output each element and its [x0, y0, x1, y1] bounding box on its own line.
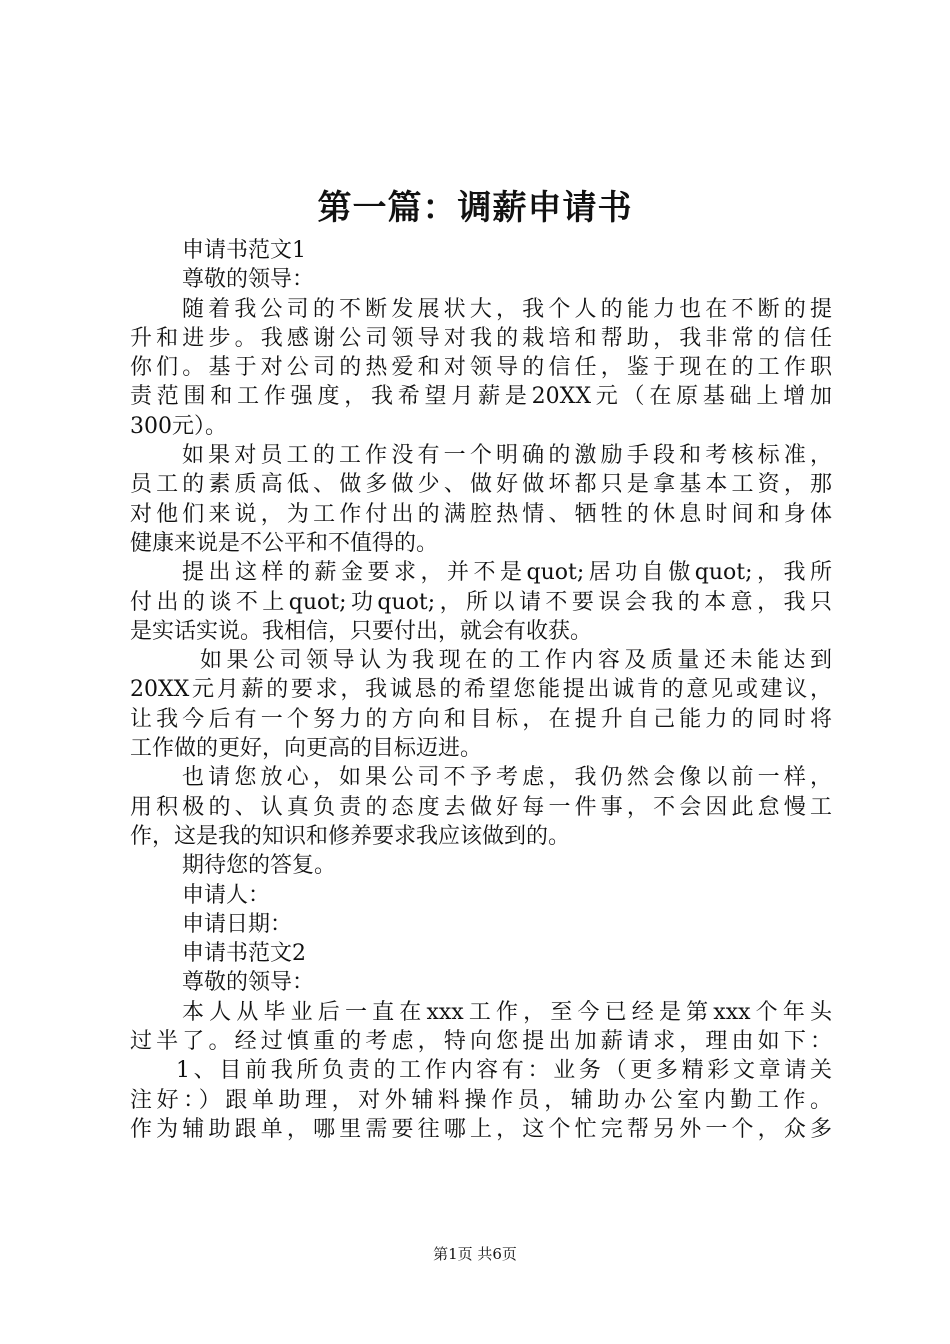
- text-line: 20XX元月薪的要求，我诚恳的希望您能提出诚肯的意见或建议，: [130, 677, 832, 703]
- text-line: 健康来说是不公平和不值得的。: [130, 530, 439, 556]
- text-line: 如果公司领导认为我现在的工作内容及质量还未能达到: [200, 648, 832, 674]
- text-line: 尊敬的领导：: [182, 970, 315, 996]
- text-line: 作为辅助跟单，哪里需要往哪上，这个忙完帮另外一个，众多: [130, 1116, 832, 1142]
- text-line: 申请书范文2: [182, 941, 306, 967]
- text-line: 付出的谈不上quot;功quot;，所以请不要误会我的本意，我只: [130, 589, 832, 615]
- text-line: 作，这是我的知识和修养要求我应该做到的。: [130, 823, 571, 849]
- text-line: 申请人：: [182, 882, 271, 908]
- text-line: 期待您的答复。: [182, 853, 337, 879]
- text-line: 你们。基于对公司的热爱和对领导的信任，鉴于现在的工作职: [130, 355, 832, 381]
- text-line: 申请日期：: [182, 911, 293, 937]
- text-line: 也请您放心，如果公司不予考虑，我仍然会像以前一样，: [182, 765, 832, 791]
- text-line: 尊敬的领导：: [182, 267, 315, 293]
- text-line: 对他们来说，为工作付出的满腔热情、牺牲的休息时间和身体: [130, 501, 832, 527]
- text-line: 员工的素质高低、做多做少、做好做坏都只是拿基本工资，那: [130, 472, 832, 498]
- text-line: 是实话实说。我相信，只要付出，就会有收获。: [130, 618, 593, 644]
- text-line: 让我今后有一个努力的方向和目标，在提升自己能力的同时将: [130, 706, 832, 732]
- text-line: 申请书范文1: [182, 238, 306, 263]
- text-line: 1、目前我所负责的工作内容有：业务（更多精彩文章请关: [176, 1058, 832, 1084]
- text-line: 如果对员工的工作没有一个明确的激励手段和考核标准，: [182, 443, 832, 469]
- text-line: 责范围和工作强度，我希望月薪是20XX元（在原基础上增加: [130, 384, 832, 410]
- document-title: 第一篇：调薪申请书: [317, 188, 633, 228]
- document-body: [130, 236, 832, 1144]
- text-line: 本人从毕业后一直在xxx工作，至今已经是第xxx个年头: [182, 999, 832, 1025]
- text-line: 提出这样的薪金要求，并不是quot;居功自傲quot;，我所: [182, 560, 832, 586]
- text-line: 用积极的、认真负责的态度去做好每一件事，不会因此怠慢工: [130, 794, 832, 820]
- text-line: 300元）。: [130, 413, 227, 439]
- text-line: 注好：）跟单助理，对外辅料操作员，辅助办公室内勤工作。: [130, 1087, 832, 1113]
- text-line: 随着我公司的不断发展状大，我个人的能力也在不断的提: [182, 296, 832, 322]
- text-line: 过半了。经过慎重的考虑，特向您提出加薪请求，理由如下：: [130, 1029, 832, 1055]
- page-footer: 第1页 共6页: [433, 1245, 517, 1263]
- text-line: 工作做的更好，向更高的目标迈进。: [130, 736, 483, 762]
- text-line: 升和进步。我感谢公司领导对我的栽培和帮助，我非常的信任: [130, 325, 832, 351]
